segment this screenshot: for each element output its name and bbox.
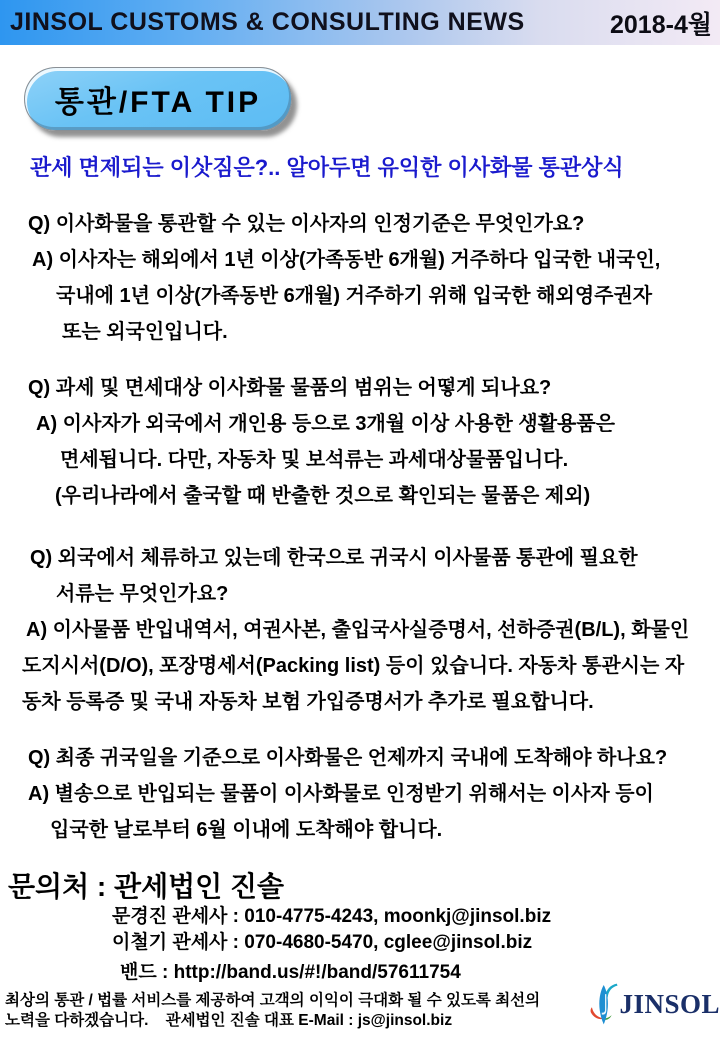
question-line: Q) 과세 및 면세대상 이사화물 물품의 범위는 어떻게 되나요? xyxy=(28,377,552,399)
newsletter-title: JINSOL CUSTOMS & CONSULTING NEWS xyxy=(10,8,525,36)
footer-line-1: 최상의 통관 / 법률 서비스를 제공하여 고객의 이익이 극대화 될 수 있도록 최선의 xyxy=(5,992,541,1009)
answer-line: A) 이사자는 해외에서 1년 이상(가족동반 6개월) 거주하다 입국한 내국인, xyxy=(32,249,661,271)
footer-line-2: 노력을 다하겠습니다. 관세법인 진솔 대표 E-Mail : js@jinsol.biz xyxy=(5,1012,453,1029)
answer-line: 동차 등록증 및 국내 자동차 보험 가입증명서가 추가로 필요합니다. xyxy=(22,691,594,713)
answer-line: 입국한 날로부터 6월 이내에 도착해야 합니다. xyxy=(50,819,443,841)
band-url[interactable]: 밴드 : http://band.us/#!/band/57611754 xyxy=(120,962,461,983)
qa-block-2 xyxy=(28,370,718,514)
jinsol-logo-icon xyxy=(588,969,619,1039)
article-headline: 관세 면제되는 이삿짐은?.. 알아두면 유익한 이사화물 통관상식 xyxy=(30,155,624,180)
footer-slogan xyxy=(5,991,605,1031)
qa-block-4 xyxy=(28,740,718,848)
masthead xyxy=(0,0,720,45)
answer-line: 도지시서(D/O), 포장명세서(Packing list) 등이 있습니다. 자동차 통관시는 자 xyxy=(22,655,685,677)
qa-block-3 xyxy=(22,540,712,720)
contact-person-1: 문경진 관세사 : 010-4775-4243, moonkj@jinsol.biz xyxy=(112,906,552,927)
qa-block-1 xyxy=(28,206,718,350)
jinsol-logo-text: JINSOL xyxy=(619,988,720,1019)
question-line: Q) 최종 귀국일을 기준으로 이사화물은 언제까지 국내에 도착해야 하나요? xyxy=(28,747,668,769)
contact-person-2: 이철기 관세사 : 070-4680-5470, cglee@jinsol.biz xyxy=(112,932,533,953)
question-line: Q) 이사화물을 통관할 수 있는 이사자의 인정기준은 무엇인가요? xyxy=(28,213,585,235)
answer-line: A) 이사자가 외국에서 개인용 등으로 3개월 이상 사용한 생활용품은 xyxy=(36,413,615,435)
contact-heading: 문의처 : 관세법인 진솔 xyxy=(8,871,285,902)
answer-line: 국내에 1년 이상(가족동반 6개월) 거주하기 위해 입국한 해외영주권자 xyxy=(56,285,653,307)
issue-date: 2018-4월 xyxy=(610,10,712,39)
answer-line: (우리나라에서 출국할 때 반출한 것으로 확인되는 물품은 제외) xyxy=(55,485,591,507)
tip-badge xyxy=(24,67,292,131)
question-line: Q) 외국에서 체류하고 있는데 한국으로 귀국시 이사물품 통관에 필요한 xyxy=(30,547,638,569)
answer-line: A) 이사물품 반입내역서, 여권사본, 출입국사실증명서, 선하증권(B/L), 화물인 xyxy=(26,619,690,641)
jinsol-logo xyxy=(588,968,720,1040)
answer-line: 또는 외국인입니다. xyxy=(62,321,228,343)
answer-line: A) 별송으로 반입되는 물품이 이사화물로 인정받기 위해서는 이사자 등이 xyxy=(28,783,654,805)
answer-line: 면세됩니다. 다만, 자동차 및 보석류는 과세대상물품입니다. xyxy=(60,449,569,471)
question-line: 서류는 무엇인가요? xyxy=(56,583,229,605)
tip-badge-label: 통관/FTA TIP xyxy=(54,86,262,119)
